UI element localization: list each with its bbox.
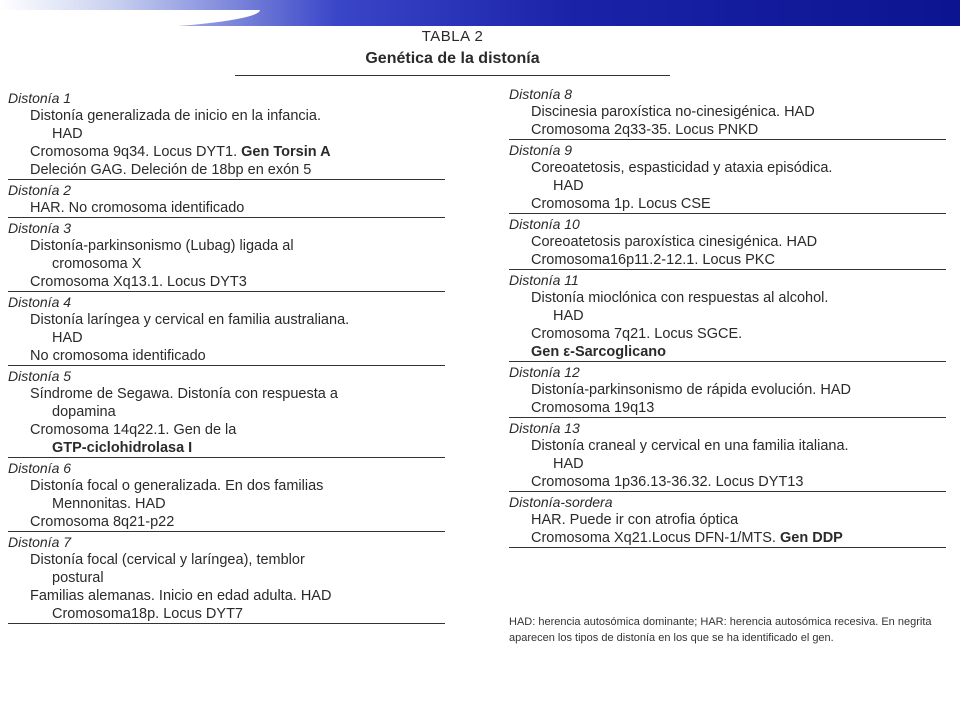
entry-gene-bold: Gen DDP [780,530,843,546]
entry-line [8,237,445,255]
table-entry [509,492,946,548]
right-column [509,84,946,548]
top-gradient-bar [0,0,960,26]
entry-line-text: Cromosoma 19q13 [531,400,655,416]
entry-line-text: cromosoma X [52,256,142,272]
entry-line-text: Mennonitas. HAD [52,496,166,512]
entry-line [8,403,445,421]
entry-line-text: HAD [52,330,83,346]
table-header [235,28,670,70]
entry-line [509,307,946,325]
entry-line-text: Distonía laríngea y cervical en familia australiana. [30,312,350,328]
entry-line [8,347,445,365]
table-label: TABLA 2 [421,28,484,45]
entry-line [509,399,946,417]
entry-line [509,121,946,139]
entry-name: Distonía 13 [509,420,580,436]
entry-line [8,551,445,569]
entry-line-text: Distonía mioclónica con respuestas al alcohol. [531,290,829,306]
entry-line-text: Deleción GAG. Deleción de 18bp en exón 5 [30,162,312,178]
table-entry [509,214,946,270]
top-bar-swoosh [0,10,260,32]
entry-line [8,385,445,403]
footnote: HAD: herencia autosómica dominante; HAR: herencia autosómica recesiva. En negrita aparecen los tipos de distonía en los que se ha identificado el gen. [509,616,932,644]
entry-line-text: Cromosoma 2q33-35. Locus PNKD [531,122,759,138]
entry-line-text: Cromosoma18p. Locus DYT7 [52,606,243,622]
entry-line-text: HAD [553,456,584,472]
entry-line [509,325,946,343]
entry-line-text: Coreoatetosis, espasticidad y ataxia episódica. [531,160,833,176]
entry-line-text: Distonía craneal y cervical en una familia italiana. [531,438,849,454]
table-entry [8,218,445,292]
entry-line-text: Cromosoma16p11.2-12.1. Locus PKC [531,252,775,268]
entry-name: Distonía 11 [509,272,579,288]
entry-line-text: Cromosoma 8q21-p22 [30,514,175,530]
table-entry [509,270,946,362]
entry-line [8,477,445,495]
entry-line-text: Distonía focal (cervical y laríngea), temblor [30,552,305,568]
entry-name: Distonía 3 [8,220,72,236]
entry-line-text: Distonía-parkinsonismo (Lubag) ligada al [30,238,294,254]
entry-line [8,161,445,179]
entry-line [8,255,445,273]
entry-line [509,233,946,251]
entry-line-text: Cromosoma 1p. Locus CSE [531,196,711,212]
entry-line-text: No cromosoma identificado [30,348,206,364]
entry-line-text: HAD [52,126,83,142]
entry-line [509,289,946,307]
entry-line [8,143,445,161]
entry-line-text: Distonía focal o generalizada. En dos familias [30,478,324,494]
entry-line [509,473,946,491]
entry-line [509,381,946,399]
entry-line [509,343,946,361]
entry-name: Distonía 10 [509,216,580,232]
table-entry [509,84,946,140]
entry-name: Distonía 9 [509,142,573,158]
entry-gene-bold: Gen Torsin A [241,144,331,160]
entry-line [8,513,445,531]
entry-name: Distonía-sordera [509,494,613,510]
entry-line-text: Discinesia paroxística no-cinesigénica. HAD [531,104,815,120]
entry-line [8,107,445,125]
entry-line-text: Distonía generalizada de inicio en la infancia. [30,108,321,124]
entry-line-text: dopamina [52,404,116,420]
entry-line-text: Coreoatetosis paroxística cinesigénica. HAD [531,234,818,250]
entry-line-text: Cromosoma 1p36.13-36.32. Locus DYT13 [531,474,804,490]
entry-line [509,455,946,473]
entry-line-text: Cromosoma 9q34. Locus DYT1. [30,144,242,160]
table-entry [509,362,946,418]
entry-line [8,495,445,513]
entry-line-text: Cromosoma 14q22.1. Gen de la [30,422,237,438]
entry-name: Distonía 7 [8,534,72,550]
entry-name: Distonía 5 [8,368,72,384]
entry-line [8,569,445,587]
entry-line [8,587,445,605]
table-entry [8,292,445,366]
entry-line [8,439,445,457]
left-column [8,88,445,624]
table-entry [8,458,445,532]
entry-line [8,605,445,623]
table-entry [8,180,445,218]
entry-name: Distonía 12 [509,364,580,380]
entry-line [509,251,946,269]
entry-line [509,103,946,121]
entry-line-text: Familias alemanas. Inicio en edad adulta. HAD [30,588,332,604]
entry-name: Distonía 4 [8,294,72,310]
table-entry [8,366,445,458]
entry-line-text: postural [52,570,104,586]
entry-line-text: HAR. No cromosoma identificado [30,200,245,216]
entry-name: Distonía 8 [509,86,573,102]
table-entry [509,140,946,214]
entry-line-text: HAD [553,308,584,324]
entry-name: Distonía 6 [8,460,72,476]
entry-line [8,199,445,217]
entry-line-text: Distonía-parkinsonismo de rápida evolución. HAD [531,382,851,398]
table-title: Genética de la distonía [365,50,540,67]
entry-line-text: Síndrome de Segawa. Distonía con respuesta a [30,386,338,402]
table-entry [8,88,445,180]
entry-line [509,511,946,529]
entry-line [8,421,445,439]
entry-line [8,273,445,291]
entry-line-text: HAR. Puede ir con atrofia óptica [531,512,739,528]
entry-line [509,529,946,547]
entry-line-text: Cromosoma 7q21. Locus SGCE. [531,326,743,342]
table-entry [509,418,946,492]
table-entry [8,532,445,624]
entry-line [509,195,946,213]
title-rule [235,75,670,76]
entry-line [8,125,445,143]
entry-line [509,177,946,195]
entry-gene-bold: Gen ε-Sarcoglicano [531,344,666,360]
entry-line [8,311,445,329]
entry-line-text: Cromosoma Xq13.1. Locus DYT3 [30,274,247,290]
entry-name: Distonía 2 [8,182,72,198]
entry-line-text: HAD [553,178,584,194]
entry-gene-bold: GTP-ciclohidrolasa I [52,440,193,456]
entry-line-text: Cromosoma Xq21.Locus DFN-1/MTS. [531,530,780,546]
entry-name: Distonía 1 [8,90,72,106]
entry-line [8,329,445,347]
entry-line [509,437,946,455]
entry-line [509,159,946,177]
